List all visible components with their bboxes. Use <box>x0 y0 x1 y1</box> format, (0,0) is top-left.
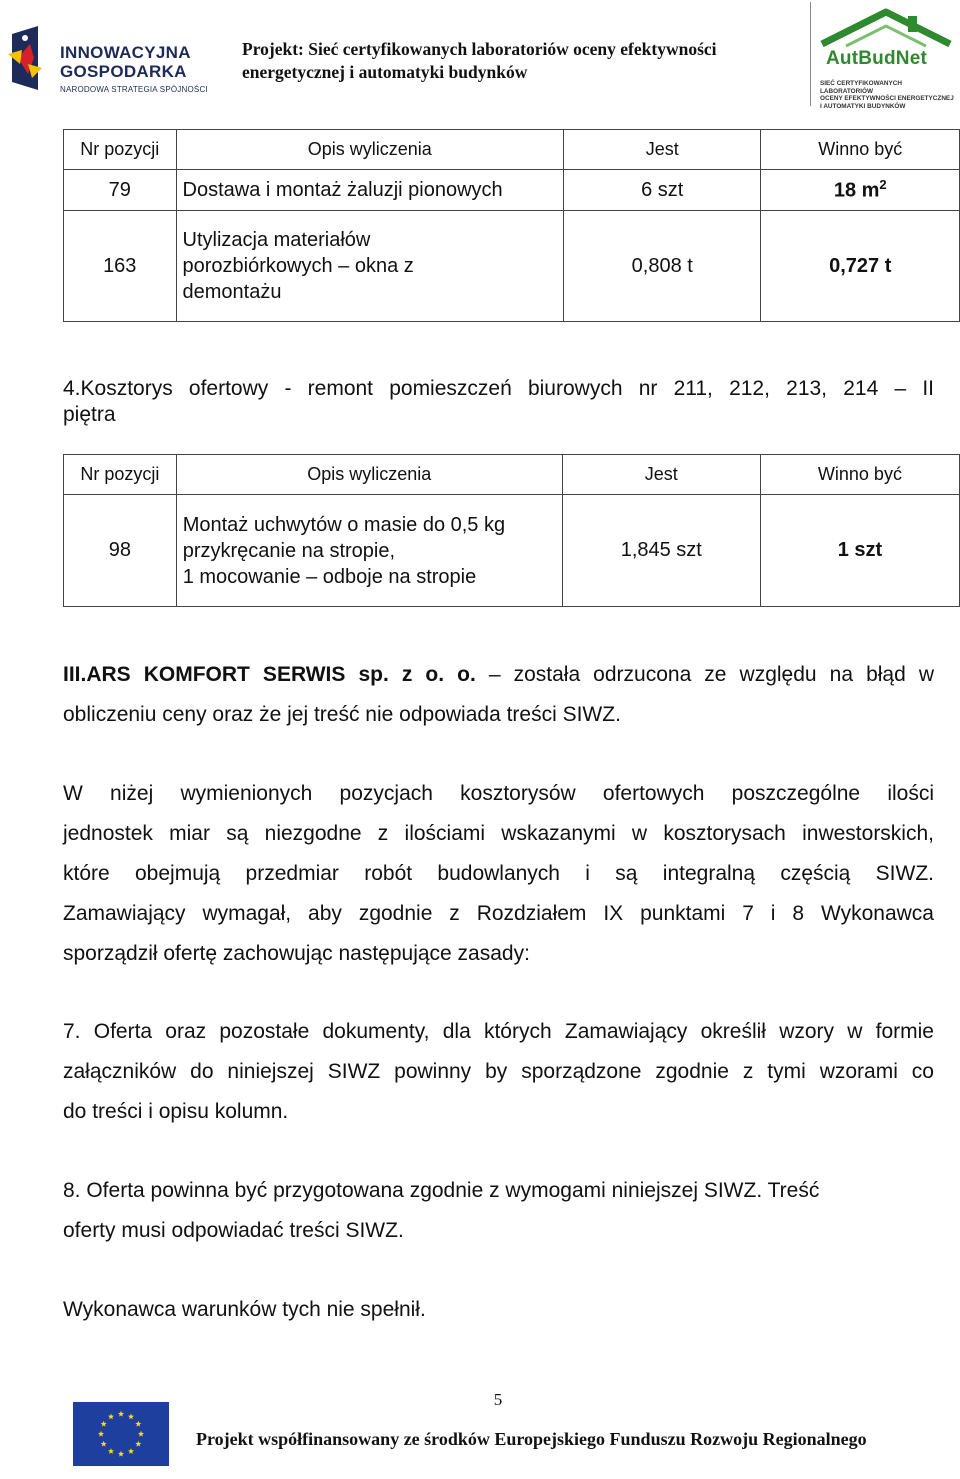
project-title-line1: Projekt: Sieć certyfikowanych laboratoriów oceny efektywności <box>242 39 717 59</box>
table-row <box>64 495 960 607</box>
table-row <box>64 170 960 211</box>
section-4-heading-line1: 4.Kosztorys ofertowy - remont pomieszczeń biurowych nr 211, 212, 213, 214 – II <box>63 377 934 400</box>
row-jest: 1,845 szt <box>562 495 760 607</box>
paragraph-line: 7. Oferta oraz pozostałe dokumenty, dla których Zamawiający określił wzory w formie <box>63 1020 934 1043</box>
paragraph-line: 8. Oferta powinna być przygotowana zgodnie z wymogami niniejszej SIWZ. Treść <box>63 1179 820 1202</box>
row-nr: 163 <box>64 211 177 322</box>
innowacyjna-gospodarka-logo <box>8 24 208 100</box>
col-header-nr: Nr pozycji <box>64 130 177 170</box>
section-3-rest: – została odrzucona ze względu na błąd w <box>488 663 934 686</box>
row-winno-value: 18 m <box>833 179 880 202</box>
paragraph-line: do treści i opisu kolumn. <box>63 1100 289 1123</box>
paragraph-line: W niżej wymienionych pozycjach kosztorysów ofertowych poszczególne ilości <box>63 782 934 805</box>
section-3-line2: obliczeniu ceny oraz że jej treść nie odpowiada treści SIWZ. <box>63 703 621 726</box>
eu-flag-icon <box>73 1402 169 1466</box>
ig-logo-line2: GOSPODARKA <box>60 62 187 81</box>
correction-table-1 <box>63 129 960 322</box>
row-desc-line3: demontażu <box>182 281 282 303</box>
house-roof-icon <box>816 6 956 50</box>
correction-table-2 <box>63 454 960 607</box>
col-header-nr: Nr pozycji <box>64 455 177 495</box>
col-header-desc: Opis wyliczenia <box>176 130 563 170</box>
autbudnet-sub-line1: SIEĆ CERTYFIKOWANYCH LABORATORIÓW <box>820 80 903 95</box>
row-jest: 0,808 t <box>563 211 761 322</box>
autbudnet-logo <box>816 6 956 110</box>
row-desc-line2: porozbiórkowych – okna z <box>182 255 414 277</box>
page-number: 5 <box>493 1390 503 1409</box>
paragraph-line: załączników do niniejszej SIWZ powinny by sporządzone zgodnie z tymi wzorami co <box>63 1060 934 1083</box>
autbudnet-subtitle <box>820 80 954 110</box>
table-row <box>64 211 960 322</box>
section-3-company: III.ARS KOMFORT SERWIS sp. z o. o. <box>63 663 476 686</box>
paragraph-line: Zamawiający wymagał, aby zgodnie z Rozdziałem IX punktami 7 i 8 Wykonawca <box>63 902 934 925</box>
row-winno: 1 szt <box>760 495 959 607</box>
col-header-desc: Opis wyliczenia <box>176 455 562 495</box>
col-header-winno: Winno być <box>761 130 960 170</box>
project-title <box>242 38 802 84</box>
row-desc <box>176 495 562 607</box>
row-nr: 98 <box>64 495 177 607</box>
row-winno-sup: 2 <box>879 177 887 193</box>
autbudnet-name: AutBudNet <box>826 48 928 69</box>
row-desc <box>176 211 563 322</box>
col-header-winno: Winno być <box>760 455 959 495</box>
row-desc-line3: 1 mocowanie – odboje na stropie <box>182 565 477 588</box>
row-desc: Dostawa i montaż żaluzji pionowych <box>176 170 563 211</box>
autbudnet-sub-line2: OCENY EFEKTYWNOŚCI ENERGETYCZNEJ <box>820 95 954 102</box>
paragraph-line: sporządził ofertę zachowując następujące zasady: <box>63 942 530 965</box>
col-header-jest: Jest <box>563 130 761 170</box>
row-desc-line1: Montaż uchwytów o masie do 0,5 kg <box>182 513 506 536</box>
table-header-row <box>64 130 960 170</box>
header-divider <box>810 2 811 106</box>
footer-cofinancing: Projekt współfinansowany ze środków Europejskiego Funduszu Rozwoju Regionalnego <box>196 1429 867 1449</box>
row-jest: 6 szt <box>563 170 761 211</box>
paragraph-line: jednostek miar są niezgodne z ilościami wskazanymi w kosztorysach inwestorskich, <box>63 822 934 845</box>
col-header-jest: Jest <box>562 455 760 495</box>
row-winno: 0,727 t <box>761 211 960 322</box>
paragraph-line: które obejmują przedmiar robót budowlanych i są integralną częścią SIWZ. <box>63 862 934 885</box>
section-3-line1 <box>63 655 934 695</box>
ig-logo-line3: NARODOWA STRATEGIA SPÓJNOŚCI <box>60 85 208 94</box>
ig-logo-line1: INNOWACYJNA <box>60 43 191 62</box>
row-desc-line2: przykręcanie na stropie, <box>182 539 396 562</box>
ig-emblem-icon <box>8 24 60 100</box>
row-nr: 79 <box>64 170 177 211</box>
project-title-line2: energetycznej i automatyki budynków <box>242 62 528 82</box>
paragraph-line: oferty musi odpowiadać treści SIWZ. <box>63 1219 404 1242</box>
row-winno <box>761 170 960 211</box>
autbudnet-sub-line3: I AUTOMATYKI BUDYNKÓW <box>820 102 906 110</box>
table-header-row <box>64 455 960 495</box>
conclusion: Wykonawca warunków tych nie spełnił. <box>63 1298 426 1321</box>
section-4-heading-line2: piętra <box>63 403 116 426</box>
row-desc-line1: Utylizacja materiałów <box>182 229 371 251</box>
